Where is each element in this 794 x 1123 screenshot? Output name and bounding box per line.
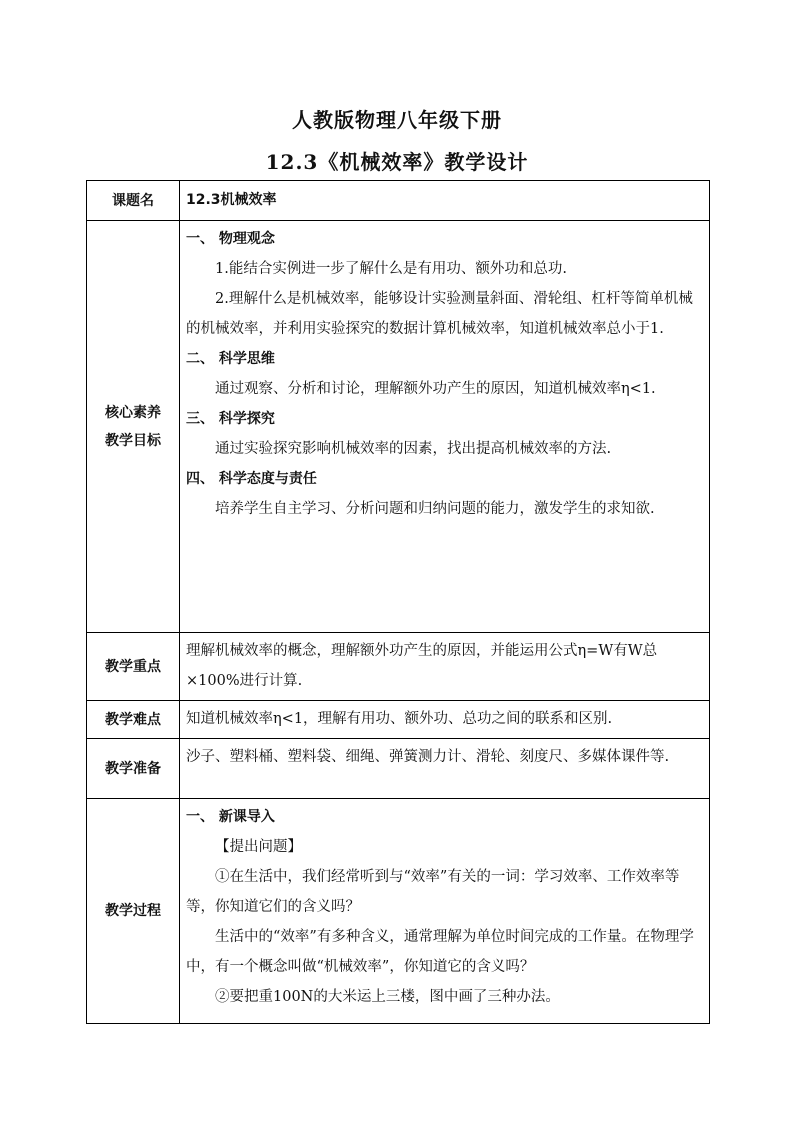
core-label-line1: 核心素养 [105,404,161,421]
topic-value: 12.3机械效率 [186,192,277,208]
objective-heading-attitude: 四、 科学态度与责任 [186,471,317,487]
process-content [180,799,710,1024]
process-label: 教学过程 [87,799,180,1024]
process-heading: 一、 新课导入 [186,809,275,825]
row-difficulties [87,701,710,739]
key-points-value: 理解机械效率的概念，理解额外功产生的原因，并能运用公式η=W有W总×100%进行计算. [180,633,710,701]
lesson-plan-table [86,180,710,1024]
row-core-objectives [87,221,710,633]
row-key-points [87,633,710,701]
objective-heading-inquiry: 三、 科学探究 [186,411,275,427]
difficulties-label: 教学难点 [87,701,180,739]
row-preparation [87,739,710,799]
core-label-line2: 教学目标 [105,432,161,449]
process-subheading: 【提出问题】 [215,839,302,855]
document-subtitle: 12.3《机械效率》教学设计 [265,150,529,174]
row-topic [87,181,710,221]
process-text: ②要把重100N的大米运上三楼，图中画了三种办法。 [215,989,560,1005]
objective-text: 1.能结合实例进一步了解什么是有用功、额外功和总功. [215,261,567,277]
objective-text: 通过实验探究影响机械效率的因素，找出提高机械效率的方法. [215,441,612,457]
preparation-label: 教学准备 [87,739,180,799]
topic-label: 课题名 [87,181,180,221]
difficulties-value: 知道机械效率η<1，理解有用功、额外功、总功之间的联系和区别. [180,701,710,739]
objective-text: 培养学生自主学习、分析问题和归纳问题的能力，激发学生的求知欲. [215,501,655,517]
process-text: 生活中的“效率”有多种含义，通常理解为单位时间完成的工作量。在物理学中，有一个概念叫做“机械效率”，你知道它的含义吗？ [186,929,694,975]
key-points-label: 教学重点 [87,633,180,701]
topic-value-cell [180,181,710,221]
core-objectives-content [180,221,710,633]
objective-text: 通过观察、分析和讨论，理解额外功产生的原因，知道机械效率η<1. [215,381,656,397]
preparation-value: 沙子、塑料桶、塑料袋、细绳、弹簧测力计、滑轮、刻度尺、多媒体课件等. [180,739,710,799]
core-objectives-label [87,221,180,633]
row-process [87,799,710,1024]
objective-text: 2.理解什么是机械效率，能够设计实验测量斜面、滑轮组、杠杆等简单机械的机械效率，并利用实验探究的数据计算机械效率，知道机械效率总小于1. [186,291,693,337]
document-title: 人教版物理八年级下册 [292,108,502,132]
objective-heading-thinking: 二、 科学思维 [186,351,275,367]
objective-heading-concept: 一、 物理观念 [186,231,275,247]
process-text: ①在生活中，我们经常听到与“效率”有关的一词：学习效率、工作效率等等，你知道它们的含义吗？ [186,869,680,915]
